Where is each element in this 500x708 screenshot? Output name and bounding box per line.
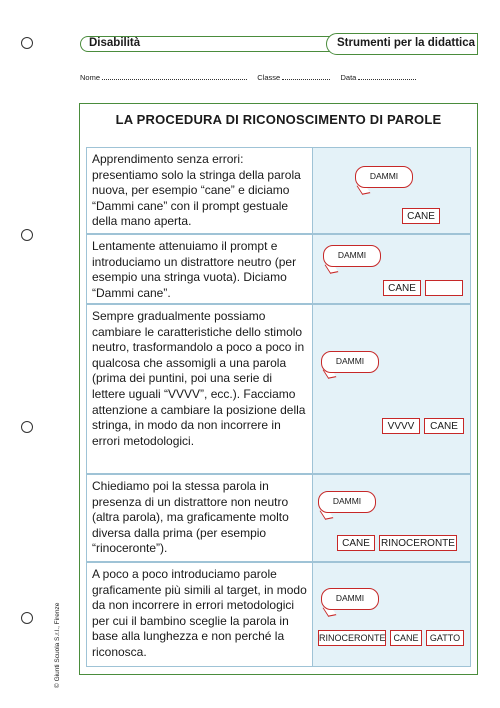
date-line [358, 72, 416, 80]
row-illustration [313, 475, 470, 561]
table-row [86, 562, 471, 667]
speech-bubble: DAMMI [355, 166, 413, 188]
word-card: CANE [337, 535, 375, 551]
binder-hole [21, 37, 33, 49]
row-text: Apprendimento senza errori: presentiamo solo la stringa della parola nuova, per esempio “cane” e diciamo “Dammi cane” con il prompt gestuale della mano aperta. [87, 148, 313, 233]
binder-hole [21, 612, 33, 624]
name-line [102, 72, 247, 80]
student-fields [80, 72, 478, 82]
table-row [86, 147, 471, 234]
header-series-label: Strumenti per la didattica [326, 33, 478, 55]
table-row [86, 234, 471, 304]
speech-bubble: DAMMI [323, 245, 381, 267]
row-illustration [313, 235, 470, 303]
row-text: Lentamente attenuiamo il prompt e introduciamo un distrattore neutro (per esempio una stringa vuota). Diciamo “Dammi cane”. [87, 235, 313, 303]
speech-bubble: DAMMI [321, 588, 379, 610]
binder-hole [21, 421, 33, 433]
row-text: Sempre gradualmente possiamo cambiare le caratteristiche dello stimolo neutro, trasformandolo a poco a poco in qualcosa che assomigli a una parola (prima dei puntini, poi una serie di lettere uguali “VVVV”, ecc.). Facciamo attenzione a cambiare la posizione della stringa, in modo da non incorrere in errori metodologici. [87, 305, 313, 473]
row-illustration [313, 148, 470, 233]
copyright-notice: © Giunti Scuola S.r.l., Firenze [54, 602, 61, 688]
class-line [282, 72, 330, 80]
table-row [86, 304, 471, 474]
word-card: RINOCERONTE [379, 535, 457, 551]
page-title: LA PROCEDURA DI RICONOSCIMENTO DI PAROLE [115, 112, 442, 127]
name-label: Nome [80, 73, 101, 82]
date-label: Data [340, 73, 357, 82]
row-text: Chiediamo poi la stessa parola in presenza di un distrattore non neutro (altra parola), ma graficamente molto diversa dalla prima (per esempio “rinoceronte”). [87, 475, 313, 561]
binder-hole [21, 229, 33, 241]
row-text: A poco a poco introduciamo parole graficamente più simili al target, in modo da non incorrere in errori metodologici per cui il bambino sceglie la parola in base alla lunghezza e non perché la riconosca. [87, 563, 313, 666]
page-header [80, 33, 478, 55]
word-card: CANE [424, 418, 464, 434]
class-label: Classe [257, 73, 281, 82]
word-card: GATTO [426, 630, 464, 646]
row-illustration [313, 305, 470, 473]
word-card: CANE [383, 280, 421, 296]
word-card: CANE [390, 630, 422, 646]
speech-bubble: DAMMI [318, 491, 376, 513]
speech-bubble: DAMMI [321, 351, 379, 373]
row-illustration [313, 563, 470, 666]
word-card: CANE [402, 208, 440, 224]
table-row [86, 474, 471, 562]
header-section-label: Disabilità [80, 36, 330, 52]
word-card: RINOCERONTE [318, 630, 386, 646]
word-card: VVVV [382, 418, 420, 434]
blank-card [425, 280, 463, 296]
